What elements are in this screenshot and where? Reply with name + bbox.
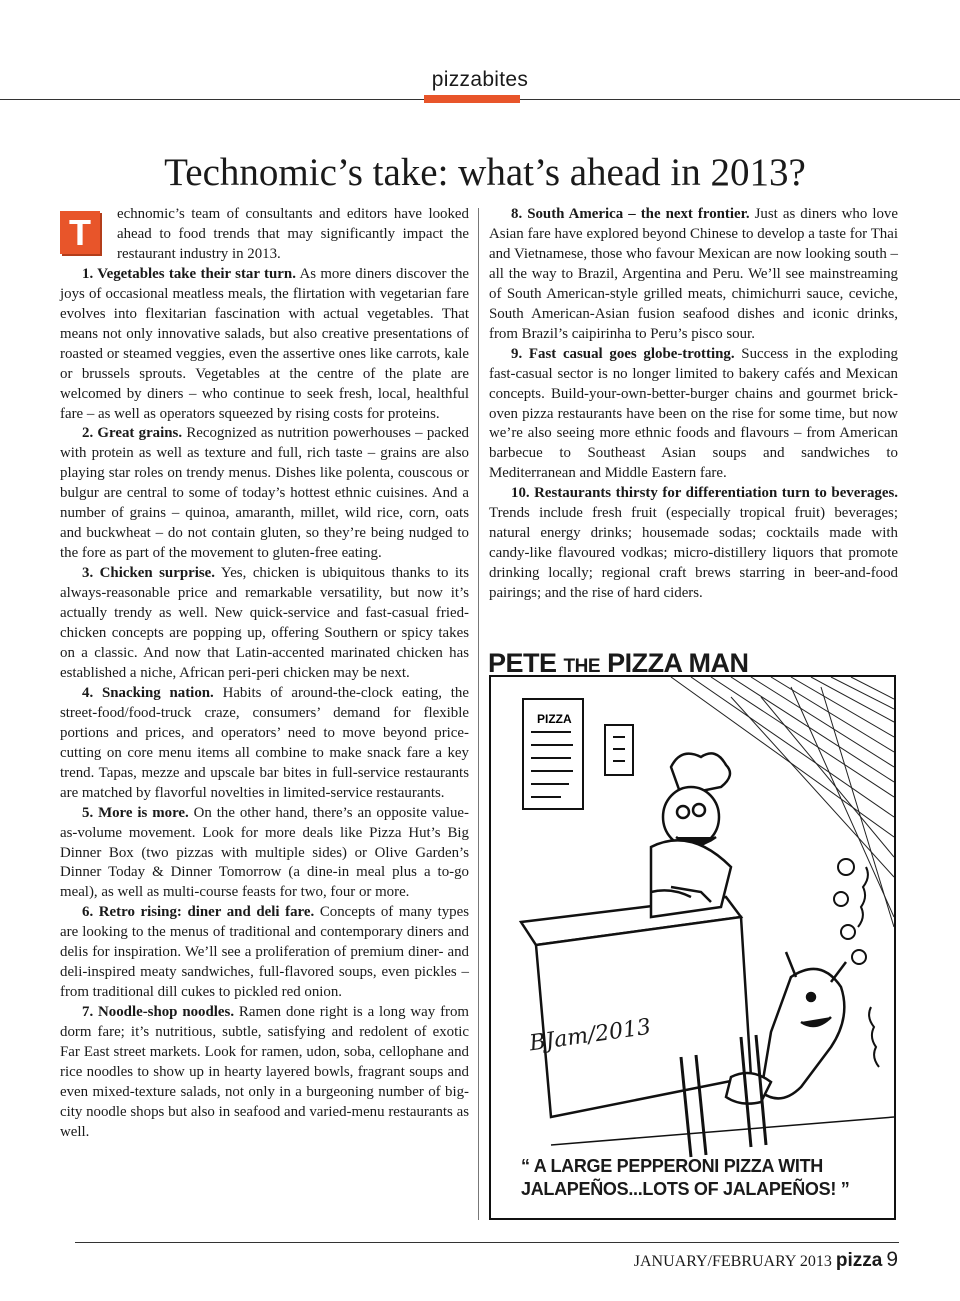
chef-icon: [651, 753, 731, 917]
drop-cap: T: [60, 211, 100, 254]
trend-lead: 7. Noodle-shop noodles.: [82, 1004, 235, 1021]
trend-item-3: [60, 564, 469, 684]
trend-item-4: [60, 684, 469, 804]
right-column: [489, 205, 898, 604]
trend-text: Just as diners who love Asian fare have explored beyond Chinese to develop a taste for Thai and Vietnamese, those who favour Mexican are now looking south – all the way to Brazil, Argentina and Peru. We’ll see mainstreaming of South American-style grilled meats, chimichurri sauce, ceviche, South American-Asian fusion seafood dishes and iconic drinks, from Brazil’s caipirinha to Peru’s pisco sour.: [489, 206, 898, 342]
trend-item-8: [489, 205, 898, 345]
footer-brand: pizza: [835, 1250, 883, 1271]
trend-lead: 1. Vegetables take their star turn.: [82, 265, 296, 282]
trend-text: On the other hand, there’s an opposite value-as-volume movement. Look for more deals like Pizza Hut’s Big Dinner Box (two pizzas with multiple sides) or Olive Garden’s Dinner Today & Dinner Tomorrow (a dine-in meal plus a to-go meal), as well as multi-course feasts for two, four or more.: [60, 804, 469, 901]
intro-paragraph: [60, 205, 469, 265]
article-title: Technomic’s take: what’s ahead in 2013?: [164, 151, 806, 194]
trend-lead: 3. Chicken surprise.: [82, 565, 215, 582]
page-number: 9: [886, 1248, 898, 1271]
trend-item-2: [60, 424, 469, 564]
trend-text: Yes, chicken is ubiquitous thanks to its always-reasonable price and remarkable versatility, but now it’s actually trendy as well. New quick-service and fast-casual fried-chicken concepts are popping up, offering Southern or spicy takes on a classic. And now that Latin-accented marinated chicken has established a niche, African peri-peri chicken may be next.: [60, 565, 469, 681]
cartoon-illustration: [491, 677, 894, 1218]
header-accent-bar: [424, 95, 520, 103]
page-footer: [634, 1248, 898, 1272]
trend-item-7: [60, 1003, 469, 1143]
trend-item-9: [489, 345, 898, 485]
trend-item-6: [60, 903, 469, 1003]
artist-signature: BJam/2013: [527, 1014, 653, 1057]
trend-lead: 10. Restaurants thirsty for differentiation turn to beverages.: [511, 485, 898, 502]
smoke-puff-icon: [834, 859, 879, 1067]
trend-item-5: [60, 804, 469, 904]
column-divider: [478, 208, 479, 1220]
cartoon-title-word: PETE: [488, 648, 557, 678]
trend-lead: 8. South America – the next frontier.: [511, 206, 750, 222]
trend-text: Habits of around-the-clock eating, the street-food/food-truck craze, consumers’ demand for flexible portions and prices, and operators’ need to move beyond price-cutting on core menu items all combine to make snack fare a key trend. Tapas, mezze and upscale bar bites in full-service restaurants are matched by flavorful novelties in limited-service restaurants.: [60, 684, 469, 801]
footer-issue: JANUARY/FEBRUARY 2013: [633, 1253, 832, 1270]
trend-text: Success in the exploding fast-casual sector is no longer limited to bakery cafés and Mexican concepts. Build-your-own-better-burger chains and gourmet brick-oven pizza restaurants have been on the rise for some time, but now we’re also seeing more ethnic foods and flavours – from American barbecue to Southeast Asian soups and sandwiches to Mediterranean and Middle Eastern fare.: [489, 345, 898, 482]
trend-item-1: [60, 265, 469, 425]
counter-icon: [521, 897, 751, 1117]
trend-text: Recognized as nutrition powerhouses – packed with protein as well as texture and full, rich taste – grains are also playing star roles on trendy menus. Dishes like polenta, couscous or bulgur are central to some of today’s hottest ethnic cuisines. And a number of grains – quinoa, amaranth, millet, wild rice, corn, oats and buckwheat – do not contain gluten, so they’re being nudged to the fore as part of the movement to gluten-free eating.: [60, 425, 469, 562]
trend-lead: 4. Snacking nation.: [82, 684, 214, 701]
left-column: [60, 205, 469, 1143]
trend-text: Ramen done right is a long way from dorm fare; it’s nutritious, subtle, satisfying and redolent of exotic Far East street markets. Look for ramen, udon, soba, cellophane and rice noodles to show up in hearty layered bowls, fragrant soups and even mixed-texture salads, not only in a burgeoning number of big-city noodle shops but also in seafood and varied-menu restaurants as well.: [60, 1004, 470, 1140]
trend-lead: 9. Fast casual goes globe-trotting.: [511, 345, 735, 362]
trend-text: Concepts of many types are looking to the menus of traditional and contemporary diners and delis for inspiration. We’ll see a proliferation of premium diner- and deli-inspired meaty sandwiches, full-flavored soups, even pickles – from traditional dill cukes to pickled red onion.: [60, 904, 470, 1001]
trend-lead: 2. Great grains.: [82, 425, 183, 442]
cartoon-caption: “ A LARGE PEPPERONI PIZZA WITH JALAPEÑOS...LOTS OF JALAPEÑOS! ”: [521, 1156, 850, 1199]
menu-board-label: PIZZA: [537, 712, 572, 726]
cartoon-title-word: PIZZA MAN: [607, 648, 749, 678]
section-label: pizzabites: [431, 68, 529, 91]
intro-text: echnomic’s team of consultants and editors have looked ahead to food trends that may significantly impact the restaurant industry in 2013.: [117, 206, 469, 262]
trend-item-10: [489, 484, 898, 604]
trend-text: Trends include fresh fruit (especially tropical fruit) beverages; natural energy drinks; housemade sodas; cocktails made with candy-like flavoured vodkas; micro-distillery liquors that promote drinking locally; regional craft brews starring in beer-and-food pairings; and the rise of hard ciders.: [489, 505, 898, 602]
comic-panel: [489, 675, 896, 1220]
trend-lead: 6. Retro rising: diner and deli fare.: [82, 904, 315, 921]
cartoon-title-word: THE: [563, 656, 601, 677]
trend-lead: 5. More is more.: [82, 804, 189, 821]
floor-line: [551, 1117, 894, 1145]
trend-text: As more diners discover the joys of occasional meatless meals, the flirtation with vegetarian fare evolves into flexitarian fascination with actual vegetables. That means not only innovative salads, but also creative presentations of roasted or steamed veggies, even the assertive ones like carrots, kale or brussels sprouts. Vegetables at the centre of the plate are welcomed by diners – who continue to seek fresh, local, healthful fare – as well as operators squeezed by rising costs for proteins.: [60, 265, 469, 422]
footer-rule: [75, 1242, 899, 1243]
